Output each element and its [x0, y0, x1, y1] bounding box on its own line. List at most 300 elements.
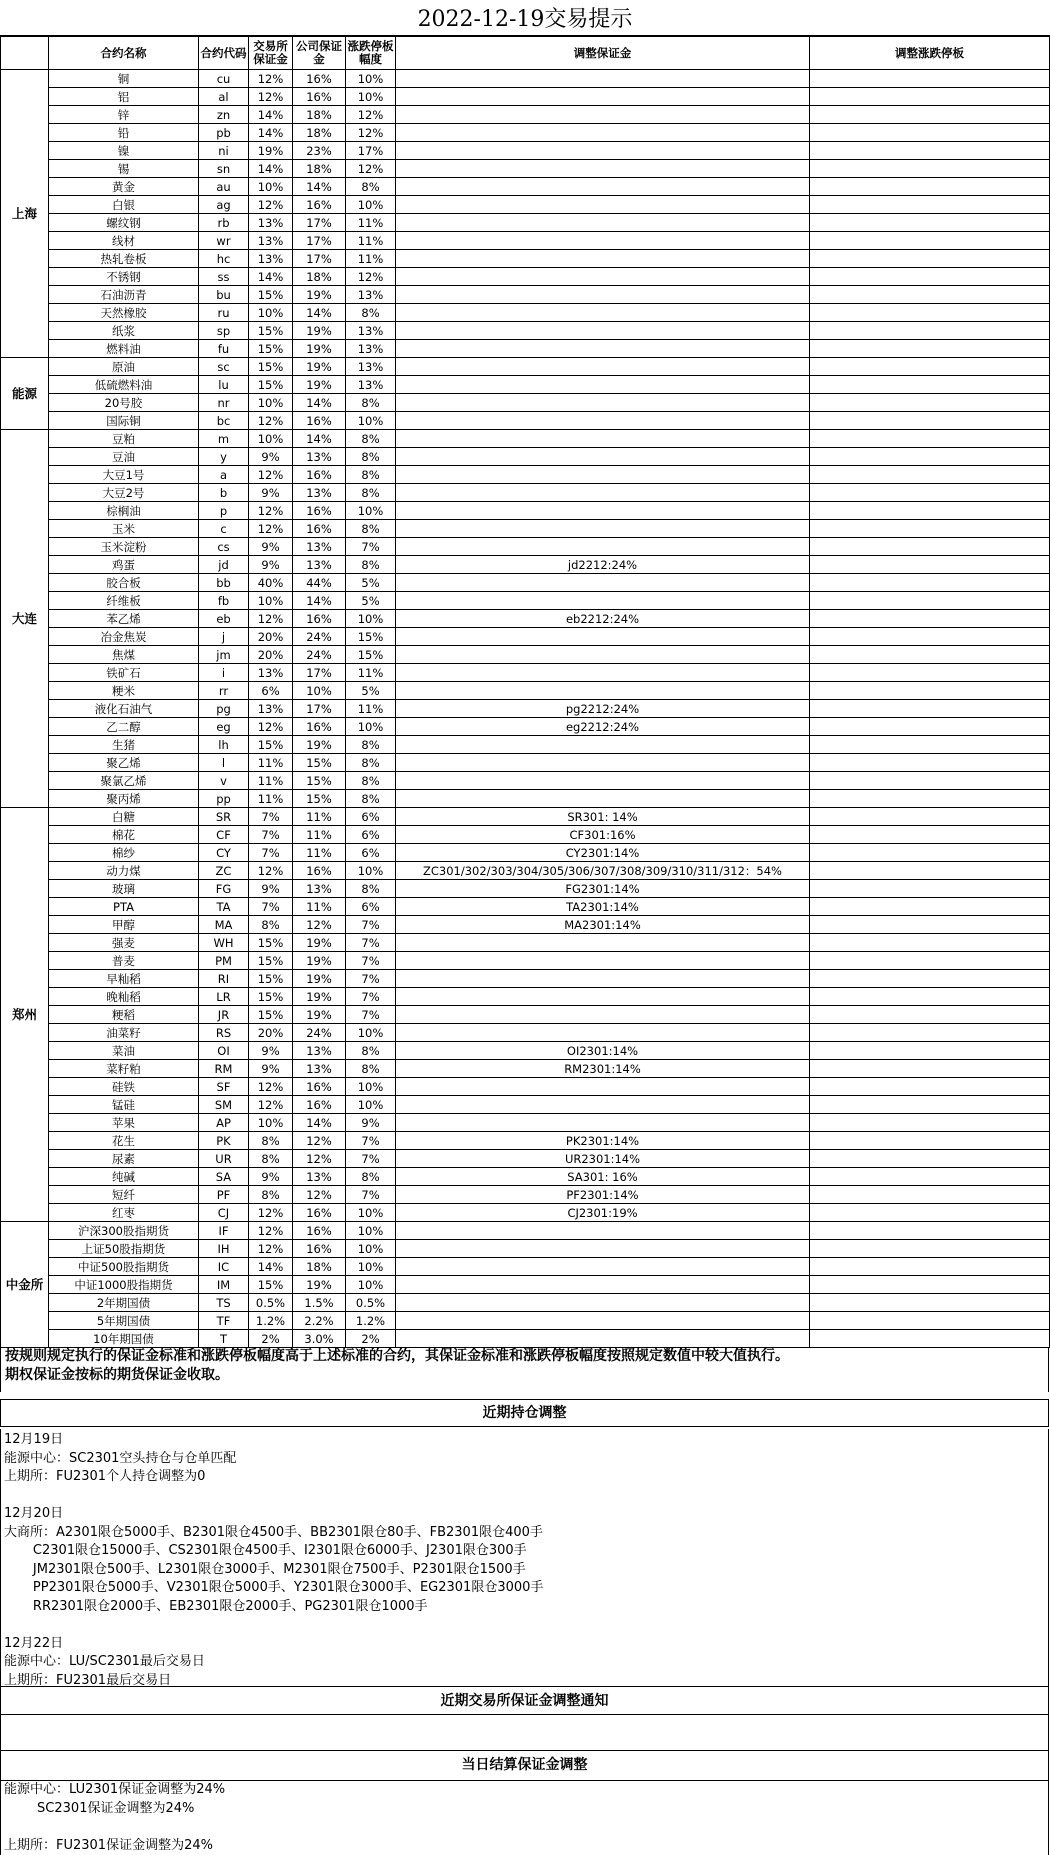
contract-name-cell: 玉米淀粉: [49, 538, 199, 556]
table-row: [1, 142, 1050, 160]
adjust-margin-cell: [396, 1240, 810, 1258]
exchange-margin-cell: 15%: [249, 1276, 293, 1294]
company-margin-cell: 14%: [293, 178, 346, 196]
adjust-margin-cell: [396, 1294, 810, 1312]
limit-cell: 10%: [346, 718, 396, 736]
table-row: [1, 1006, 1050, 1024]
limit-cell: 12%: [346, 268, 396, 286]
table-row: [1, 124, 1050, 142]
page-title: 2022-12-19交易提示: [0, 0, 1050, 36]
limit-cell: 11%: [346, 250, 396, 268]
limit-cell: 10%: [346, 610, 396, 628]
exchange-margin-cell: 15%: [249, 286, 293, 304]
limit-cell: 10%: [346, 1258, 396, 1276]
company-margin-cell: 17%: [293, 232, 346, 250]
adjust-limit-cell: [810, 1096, 1050, 1114]
limit-cell: 0.5%: [346, 1294, 396, 1312]
limit-cell: 10%: [346, 1204, 396, 1222]
company-margin-cell: 17%: [293, 700, 346, 718]
position-line: RR2301限仓2000手、EB2301限仓2000手、PG2301限仓1000手: [4, 1598, 428, 1614]
adjust-margin-cell: [396, 196, 810, 214]
table-row: [1, 1060, 1050, 1078]
limit-cell: 10%: [346, 1276, 396, 1294]
company-margin-cell: 12%: [293, 1186, 346, 1204]
adjust-margin-cell: [396, 376, 810, 394]
exchange-margin-cell: 15%: [249, 376, 293, 394]
contract-code-cell: pp: [199, 790, 249, 808]
adjust-margin-cell: [396, 592, 810, 610]
adjust-margin-cell: [396, 430, 810, 448]
contract-name-cell: 油菜籽: [49, 1024, 199, 1042]
exchange-margin-cell: 14%: [249, 106, 293, 124]
contract-code-cell: MA: [199, 916, 249, 934]
company-margin-cell: 16%: [293, 1096, 346, 1114]
limit-cell: 8%: [346, 736, 396, 754]
adjust-limit-cell: [810, 1132, 1050, 1150]
limit-cell: 11%: [346, 664, 396, 682]
company-margin-cell: 18%: [293, 160, 346, 178]
table-row: [1, 916, 1050, 934]
exchange-margin-cell: 1.2%: [249, 1312, 293, 1330]
adjust-margin-cell: CF301:16%: [396, 826, 810, 844]
table-row: [1, 790, 1050, 808]
table-row: [1, 898, 1050, 916]
contract-name-cell: 动力煤: [49, 862, 199, 880]
adjust-margin-cell: [396, 502, 810, 520]
table-row: [1, 664, 1050, 682]
adjust-limit-cell: [810, 1078, 1050, 1096]
adjust-limit-cell: [810, 286, 1050, 304]
adjust-limit-cell: [810, 1204, 1050, 1222]
table-row: [1, 430, 1050, 448]
table-row: [1, 736, 1050, 754]
exchange-margin-cell: 11%: [249, 772, 293, 790]
exchange-margin-cell: 12%: [249, 520, 293, 538]
contract-name-cell: 豆粕: [49, 430, 199, 448]
adjust-limit-cell: [810, 1114, 1050, 1132]
limit-cell: 13%: [346, 376, 396, 394]
table-row: [1, 556, 1050, 574]
exchange-margin-cell: 9%: [249, 484, 293, 502]
company-margin-cell: 19%: [293, 952, 346, 970]
limit-cell: 6%: [346, 898, 396, 916]
company-margin-cell: 12%: [293, 1150, 346, 1168]
contract-name-cell: 纸浆: [49, 322, 199, 340]
company-margin-cell: 16%: [293, 196, 346, 214]
table-row: [1, 484, 1050, 502]
company-margin-cell: 14%: [293, 304, 346, 322]
company-margin-cell: 3.0%: [293, 1330, 346, 1348]
adjust-margin-cell: [396, 448, 810, 466]
exchange-margin-cell: 9%: [249, 1168, 293, 1186]
settlement-content: [0, 1781, 1049, 1855]
contract-code-cell: au: [199, 178, 249, 196]
contract-name-cell: 生猪: [49, 736, 199, 754]
adjust-limit-cell: [810, 862, 1050, 880]
contract-name-cell: 菜籽粕: [49, 1060, 199, 1078]
contract-code-cell: CJ: [199, 1204, 249, 1222]
table-row: [1, 1114, 1050, 1132]
table-row: [1, 196, 1050, 214]
contract-code-cell: pb: [199, 124, 249, 142]
contract-name-cell: 铝: [49, 88, 199, 106]
company-margin-cell: 19%: [293, 376, 346, 394]
table-row: [1, 538, 1050, 556]
adjust-limit-cell: [810, 178, 1050, 196]
limit-cell: 2%: [346, 1330, 396, 1348]
limit-cell: 7%: [346, 934, 396, 952]
limit-cell: 8%: [346, 880, 396, 898]
company-margin-cell: 13%: [293, 556, 346, 574]
contract-code-cell: y: [199, 448, 249, 466]
table-row: [1, 628, 1050, 646]
exchange-margin-cell: 15%: [249, 736, 293, 754]
adjust-margin-cell: eb2212:24%: [396, 610, 810, 628]
adjust-margin-cell: [396, 988, 810, 1006]
exchange-margin-cell: 0.5%: [249, 1294, 293, 1312]
adjust-margin-cell: [396, 574, 810, 592]
exchange-margin-cell: 7%: [249, 898, 293, 916]
adjust-margin-cell: [396, 250, 810, 268]
exchange-margin-cell: 10%: [249, 178, 293, 196]
adjust-limit-cell: [810, 1258, 1050, 1276]
limit-cell: 6%: [346, 808, 396, 826]
company-margin-cell: 13%: [293, 1042, 346, 1060]
company-margin-cell: 13%: [293, 1060, 346, 1078]
exchange-margin-cell: 19%: [249, 142, 293, 160]
adjust-margin-cell: [396, 1330, 810, 1348]
exchange-margin-cell: 12%: [249, 88, 293, 106]
adjust-margin-cell: SR301: 14%: [396, 808, 810, 826]
table-row: [1, 88, 1050, 106]
table-row: [1, 502, 1050, 520]
limit-cell: 7%: [346, 1186, 396, 1204]
adjust-limit-cell: [810, 772, 1050, 790]
table-row: [1, 1222, 1050, 1240]
contract-code-cell: JR: [199, 1006, 249, 1024]
exchange-margin-cell: 14%: [249, 124, 293, 142]
exchange-margin-cell: 15%: [249, 934, 293, 952]
contract-name-cell: 晚籼稻: [49, 988, 199, 1006]
table-row: [1, 1312, 1050, 1330]
note-line-2: 期权保证金按标的期货保证金收取。: [5, 1367, 229, 1383]
exchange-margin-cell: 7%: [249, 826, 293, 844]
adjust-margin-cell: eg2212:24%: [396, 718, 810, 736]
contract-code-cell: cu: [199, 70, 249, 88]
contract-code-cell: fb: [199, 592, 249, 610]
adjust-margin-cell: jd2212:24%: [396, 556, 810, 574]
exchange-margin-cell: 8%: [249, 1132, 293, 1150]
contract-name-cell: 棉纱: [49, 844, 199, 862]
company-margin-cell: 16%: [293, 1240, 346, 1258]
contract-name-cell: 铁矿石: [49, 664, 199, 682]
adjust-margin-cell: [396, 736, 810, 754]
contract-code-cell: eb: [199, 610, 249, 628]
table-row: [1, 970, 1050, 988]
positions-content: [0, 1429, 1049, 1687]
adjust-margin-cell: CY2301:14%: [396, 844, 810, 862]
contract-code-cell: sn: [199, 160, 249, 178]
exchange-margin-cell: 15%: [249, 1006, 293, 1024]
table-row: [1, 1330, 1050, 1348]
adjust-margin-cell: [396, 232, 810, 250]
contract-code-cell: rb: [199, 214, 249, 232]
company-margin-cell: 17%: [293, 214, 346, 232]
contract-code-cell: RM: [199, 1060, 249, 1078]
position-line: 上期所：FU2301个人持仓调整为0: [4, 1469, 206, 1484]
header-limit: 涨跌停板幅度: [346, 37, 396, 70]
exchange-margin-cell: 9%: [249, 538, 293, 556]
table-row: [1, 466, 1050, 484]
contract-name-cell: 铅: [49, 124, 199, 142]
company-margin-cell: 18%: [293, 268, 346, 286]
company-margin-cell: 15%: [293, 790, 346, 808]
exchange-margin-cell: 9%: [249, 448, 293, 466]
header-comp-margin: 公司保证金: [293, 37, 346, 70]
contract-code-cell: PM: [199, 952, 249, 970]
table-row: [1, 160, 1050, 178]
settlement-line: 能源中心：LU2301保证金调整为24%: [4, 1782, 226, 1797]
company-margin-cell: 19%: [293, 358, 346, 376]
contract-code-cell: p: [199, 502, 249, 520]
limit-cell: 10%: [346, 412, 396, 430]
exchange-margin-cell: 14%: [249, 268, 293, 286]
exchange-margin-cell: 12%: [249, 502, 293, 520]
limit-cell: 7%: [346, 916, 396, 934]
contract-code-cell: jm: [199, 646, 249, 664]
limit-cell: 10%: [346, 1222, 396, 1240]
limit-cell: 13%: [346, 286, 396, 304]
adjust-limit-cell: [810, 610, 1050, 628]
adjust-margin-cell: [396, 214, 810, 232]
company-margin-cell: 19%: [293, 934, 346, 952]
position-line: 能源中心：LU/SC2301最后交易日: [4, 1654, 205, 1669]
contract-name-cell: 10年期国债: [49, 1330, 199, 1348]
contract-name-cell: 5年期国债: [49, 1312, 199, 1330]
limit-cell: 7%: [346, 970, 396, 988]
contract-name-cell: 黄金: [49, 178, 199, 196]
adjust-limit-cell: [810, 1330, 1050, 1348]
contract-name-cell: 大豆1号: [49, 466, 199, 484]
company-margin-cell: 19%: [293, 322, 346, 340]
exchange-margin-cell: 15%: [249, 952, 293, 970]
company-margin-cell: 17%: [293, 664, 346, 682]
contract-name-cell: 中证1000股指期货: [49, 1276, 199, 1294]
contract-name-cell: 锰硅: [49, 1096, 199, 1114]
contract-code-cell: TA: [199, 898, 249, 916]
company-margin-cell: 19%: [293, 1276, 346, 1294]
contract-name-cell: 中证500股指期货: [49, 1258, 199, 1276]
table-row: [1, 592, 1050, 610]
adjust-limit-cell: [810, 880, 1050, 898]
limit-cell: 7%: [346, 1150, 396, 1168]
limit-cell: 11%: [346, 700, 396, 718]
position-line: C2301限仓15000手、CS2301限仓4500手、I2301限仓6000手、J2301限仓300手: [4, 1543, 527, 1558]
table-row: [1, 358, 1050, 376]
limit-cell: 5%: [346, 574, 396, 592]
limit-cell: 11%: [346, 232, 396, 250]
limit-cell: 8%: [346, 484, 396, 502]
exchange-margin-cell: 12%: [249, 1240, 293, 1258]
region-cell: 能源: [1, 358, 49, 430]
contract-name-cell: 20号胶: [49, 394, 199, 412]
contract-code-cell: FG: [199, 880, 249, 898]
table-row: [1, 808, 1050, 826]
contract-code-cell: bu: [199, 286, 249, 304]
exchange-margin-cell: 8%: [249, 1186, 293, 1204]
contract-name-cell: 石油沥青: [49, 286, 199, 304]
exchange-margin-cell: 15%: [249, 322, 293, 340]
contract-name-cell: 普麦: [49, 952, 199, 970]
limit-cell: 13%: [346, 322, 396, 340]
table-row: [1, 412, 1050, 430]
adjust-limit-cell: [810, 736, 1050, 754]
position-line: PP2301限仓5000手、V2301限仓5000手、Y2301限仓3000手、EG2301限仓3000手: [4, 1580, 544, 1595]
contract-name-cell: 冶金焦炭: [49, 628, 199, 646]
table-row: [1, 268, 1050, 286]
adjust-margin-cell: [396, 628, 810, 646]
company-margin-cell: 11%: [293, 898, 346, 916]
adjust-margin-cell: [396, 520, 810, 538]
contract-code-cell: T: [199, 1330, 249, 1348]
contract-name-cell: 2年期国债: [49, 1294, 199, 1312]
position-line: 12月22日: [4, 1635, 64, 1651]
contract-code-cell: ZC: [199, 862, 249, 880]
position-line: JM2301限仓500手、L2301限仓3000手、M2301限仓7500手、P2301限仓1500手: [4, 1561, 526, 1577]
adjust-limit-cell: [810, 592, 1050, 610]
company-margin-cell: 19%: [293, 970, 346, 988]
adjust-margin-cell: [396, 1114, 810, 1132]
adjust-margin-cell: [396, 970, 810, 988]
table-row: [1, 718, 1050, 736]
limit-cell: 5%: [346, 682, 396, 700]
table-row: [1, 214, 1050, 232]
company-margin-cell: 13%: [293, 880, 346, 898]
exchange-margin-cell: 15%: [249, 970, 293, 988]
company-margin-cell: 16%: [293, 88, 346, 106]
adjust-limit-cell: [810, 916, 1050, 934]
adjust-limit-cell: [810, 754, 1050, 772]
company-margin-cell: 19%: [293, 340, 346, 358]
header-adj-limit: 调整涨跌停板: [810, 37, 1050, 70]
limit-cell: 9%: [346, 1114, 396, 1132]
exchange-margin-cell: 11%: [249, 754, 293, 772]
exchange-margin-cell: 40%: [249, 574, 293, 592]
adjust-limit-cell: [810, 466, 1050, 484]
adjust-margin-cell: [396, 322, 810, 340]
company-margin-cell: 44%: [293, 574, 346, 592]
company-margin-cell: 16%: [293, 1078, 346, 1096]
limit-cell: 8%: [346, 448, 396, 466]
table-row: [1, 1294, 1050, 1312]
table-row: [1, 1276, 1050, 1294]
contract-code-cell: IC: [199, 1258, 249, 1276]
adjust-margin-cell: [396, 664, 810, 682]
adjust-limit-cell: [810, 448, 1050, 466]
adjust-limit-cell: [810, 1312, 1050, 1330]
contract-name-cell: 粳米: [49, 682, 199, 700]
company-margin-cell: 11%: [293, 826, 346, 844]
contract-name-cell: 聚氯乙烯: [49, 772, 199, 790]
exchange-margin-cell: 9%: [249, 1060, 293, 1078]
adjust-limit-cell: [810, 430, 1050, 448]
adjust-margin-cell: MA2301:14%: [396, 916, 810, 934]
exchange-margin-cell: 13%: [249, 232, 293, 250]
adjust-limit-cell: [810, 376, 1050, 394]
adjust-limit-cell: [810, 196, 1050, 214]
contract-name-cell: 尿素: [49, 1150, 199, 1168]
adjust-limit-cell: [810, 682, 1050, 700]
limit-cell: 6%: [346, 844, 396, 862]
exchange-margin-cell: 12%: [249, 412, 293, 430]
limit-cell: 8%: [346, 394, 396, 412]
header-exch-margin: 交易所保证金: [249, 37, 293, 70]
adjust-limit-cell: [810, 88, 1050, 106]
adjust-margin-cell: [396, 304, 810, 322]
limit-cell: 7%: [346, 952, 396, 970]
company-margin-cell: 23%: [293, 142, 346, 160]
contract-code-cell: ni: [199, 142, 249, 160]
contract-code-cell: sc: [199, 358, 249, 376]
limit-cell: 11%: [346, 214, 396, 232]
adjust-limit-cell: [810, 1222, 1050, 1240]
adjust-margin-cell: [396, 1006, 810, 1024]
adjust-limit-cell: [810, 898, 1050, 916]
company-margin-cell: 13%: [293, 484, 346, 502]
limit-cell: 8%: [346, 772, 396, 790]
exchange-margin-cell: 14%: [249, 1258, 293, 1276]
contract-name-cell: 玻璃: [49, 880, 199, 898]
adjust-margin-cell: UR2301:14%: [396, 1150, 810, 1168]
contract-name-cell: 粳稻: [49, 1006, 199, 1024]
contract-name-cell: 白银: [49, 196, 199, 214]
adjust-limit-cell: [810, 538, 1050, 556]
contract-name-cell: 花生: [49, 1132, 199, 1150]
adjust-limit-cell: [810, 1006, 1050, 1024]
contract-name-cell: 甲醇: [49, 916, 199, 934]
adjust-margin-cell: [396, 952, 810, 970]
table-row: [1, 700, 1050, 718]
adjust-margin-cell: [396, 124, 810, 142]
contract-code-cell: TS: [199, 1294, 249, 1312]
table-row: [1, 646, 1050, 664]
limit-cell: 7%: [346, 538, 396, 556]
exchange-margin-cell: 20%: [249, 628, 293, 646]
rules-note: [0, 1347, 1049, 1392]
company-margin-cell: 14%: [293, 592, 346, 610]
adjust-limit-cell: [810, 574, 1050, 592]
company-margin-cell: 11%: [293, 808, 346, 826]
exchange-margin-cell: 12%: [249, 1096, 293, 1114]
table-row: [1, 250, 1050, 268]
header-name: 合约名称: [49, 37, 199, 70]
limit-cell: 15%: [346, 628, 396, 646]
company-margin-cell: 16%: [293, 718, 346, 736]
settlement-header: 当日结算保证金调整: [0, 1751, 1049, 1781]
contract-code-cell: ru: [199, 304, 249, 322]
contract-name-cell: 锌: [49, 106, 199, 124]
contract-name-cell: 低硫燃料油: [49, 376, 199, 394]
limit-cell: 12%: [346, 124, 396, 142]
exchange-margin-cell: 14%: [249, 160, 293, 178]
contract-name-cell: 聚乙烯: [49, 754, 199, 772]
position-line: 大商所：A2301限仓5000手、B2301限仓4500手、BB2301限仓80手、FB2301限仓400手: [4, 1524, 543, 1540]
exchange-margin-cell: 20%: [249, 646, 293, 664]
contract-code-cell: TF: [199, 1312, 249, 1330]
note-line-1: 按规则规定执行的保证金标准和涨跌停板幅度高于上述标准的合约，其保证金标准和涨跌停板幅度按照规定数值中较大值执行。: [5, 1348, 789, 1364]
table-row: [1, 1078, 1050, 1096]
contract-code-cell: SM: [199, 1096, 249, 1114]
